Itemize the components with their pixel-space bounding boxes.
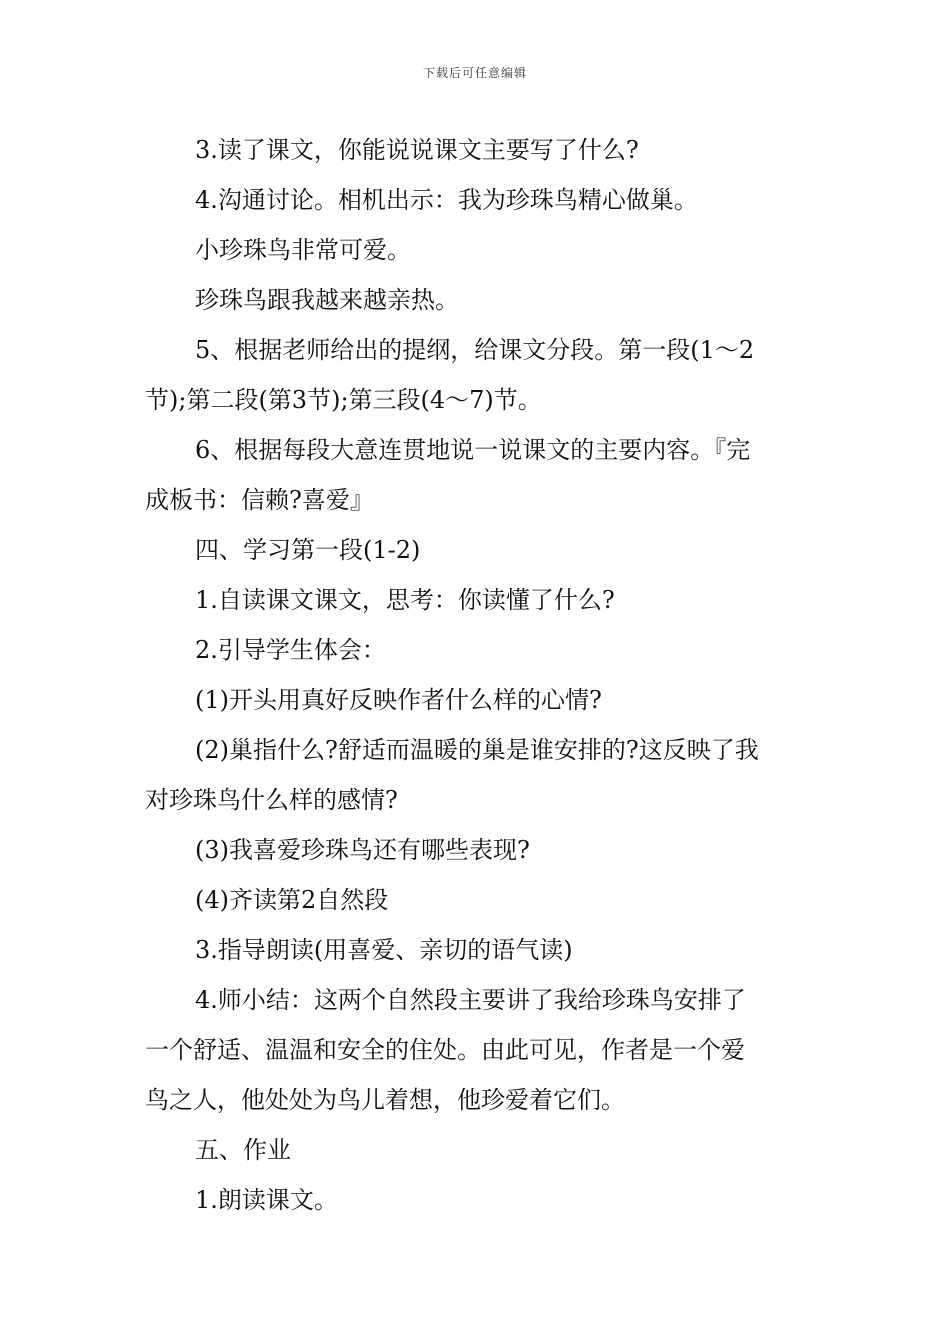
text-line: 1.自读课文课文，思考：你读懂了什么? (195, 586, 615, 614)
text-line: 小珍珠鸟非常可爱。 (195, 236, 411, 264)
text-line: 成板书：信赖?喜爱』 (145, 486, 374, 514)
text-line: 5、根据老师给出的提纲，给课文分段。第一段(1～2 (195, 336, 755, 364)
text-line: 2.引导学生体会： (195, 636, 386, 664)
text-line: 1.朗读课文。 (195, 1186, 338, 1214)
text-line: (1)开头用真好反映作者什么样的心情? (195, 686, 602, 714)
section-heading: 五、作业 (195, 1136, 291, 1164)
text-line: 鸟之人，他处处为鸟儿着想，他珍爱着它们。 (145, 1086, 625, 1114)
text-line: 3.读了课文，你能说说课文主要写了什么? (195, 136, 639, 164)
text-line: 对珍珠鸟什么样的感情? (145, 786, 398, 814)
page-header: 下载后可任意编辑 (422, 66, 527, 80)
text-line: 4.师小结：这两个自然段主要讲了我给珍珠鸟安排了 (195, 986, 746, 1014)
text-line: 6、根据每段大意连贯地说一说课文的主要内容。『完 (195, 436, 751, 464)
text-line: (4)齐读第2自然段 (195, 886, 389, 914)
text-line: (2)巢指什么?舒适而温暖的巢是谁安排的?这反映了我 (195, 736, 759, 764)
text-line: 一个舒适、温温和安全的住处。由此可见，作者是一个爱 (145, 1036, 745, 1064)
document-body (145, 125, 810, 1225)
text-line: 珍珠鸟跟我越来越亲热。 (195, 286, 459, 314)
text-line: 节);第二段(第3节);第三段(4～7)节。 (145, 386, 542, 414)
text-line: 3.指导朗读(用喜爱、亲切的语气读) (195, 936, 573, 964)
text-line: (3)我喜爱珍珠鸟还有哪些表现? (195, 836, 530, 864)
section-heading: 四、学习第一段(1-2) (195, 536, 421, 564)
text-line: 4.沟通讨论。相机出示：我为珍珠鸟精心做巢。 (195, 186, 698, 214)
